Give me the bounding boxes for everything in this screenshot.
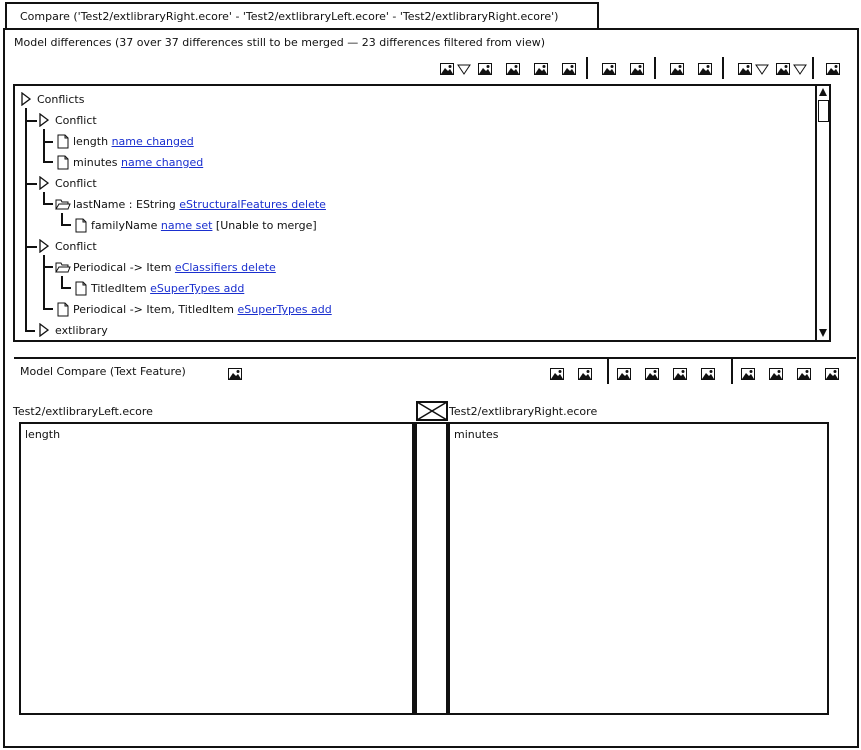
tree-node-label: extlibrary — [55, 324, 108, 337]
expand-arrow-icon[interactable] — [21, 92, 31, 106]
reject-change-icon[interactable] — [506, 63, 520, 75]
change-link[interactable]: name changed — [121, 156, 204, 169]
copy-left-to-right-icon[interactable] — [550, 368, 564, 380]
collapse-all-icon[interactable] — [698, 63, 712, 75]
accept-change-icon[interactable] — [478, 63, 492, 75]
text-compare-menu-icon[interactable] — [228, 368, 242, 380]
element-name: TitledItem — [91, 282, 147, 295]
tree-connector — [25, 120, 37, 122]
tree-connector — [43, 203, 53, 205]
expand-all-icon[interactable] — [670, 63, 684, 75]
ignore-whitespace-icon[interactable] — [769, 368, 783, 380]
tree-connector — [43, 141, 53, 143]
merge-gutter — [414, 422, 448, 715]
merge-dropdown-icon[interactable] — [440, 63, 454, 75]
tree-connector — [43, 129, 45, 161]
gutter-divider — [415, 424, 417, 713]
reject-all-icon[interactable] — [562, 63, 576, 75]
change-link[interactable]: name changed — [111, 135, 194, 148]
right-file-label: Test2/extlibraryRight.ecore — [449, 405, 598, 418]
right-text-content[interactable]: minutes — [454, 428, 499, 441]
scroll-up-icon[interactable] — [817, 86, 829, 98]
copy-right-to-left-icon[interactable] — [578, 368, 592, 380]
previous-difference-icon[interactable] — [630, 63, 644, 75]
toolbar-separator — [722, 57, 724, 79]
next-difference-icon[interactable] — [673, 368, 687, 380]
accept-all-icon[interactable] — [534, 63, 548, 75]
panel-splitter[interactable] — [14, 357, 856, 359]
merge-note: [Unable to merge] — [215, 219, 317, 232]
tree-node-label: Conflict — [55, 114, 97, 127]
toggle-view-icon[interactable] — [825, 368, 839, 380]
element-name: minutes — [73, 156, 118, 169]
merge-icon[interactable] — [741, 368, 755, 380]
change-link[interactable]: eStructuralFeatures delete — [179, 198, 326, 211]
tree-connector — [43, 266, 53, 268]
toolbar-separator — [586, 57, 588, 79]
change-link[interactable]: eClassifiers delete — [174, 261, 276, 274]
editor-tab[interactable] — [5, 2, 599, 29]
tree-connector — [43, 161, 53, 163]
element-name: lastName : EString — [73, 198, 176, 211]
expand-arrow-icon[interactable] — [39, 176, 49, 190]
file-icon — [57, 134, 69, 149]
change-link[interactable]: name set — [160, 219, 213, 232]
tree-connector — [25, 108, 27, 332]
tree-node-label: Conflicts — [37, 93, 85, 106]
dropdown-arrow-icon[interactable] — [457, 64, 471, 76]
tree-connector — [25, 330, 35, 332]
tree-connector — [43, 255, 45, 309]
file-icon — [57, 302, 69, 317]
scroll-down-icon[interactable] — [817, 327, 829, 339]
file-icon — [75, 218, 87, 233]
left-text-pane[interactable] — [19, 422, 414, 715]
right-text-pane[interactable] — [448, 422, 829, 715]
toolbar-separator — [607, 359, 609, 384]
tree-node-label: Conflict — [55, 240, 97, 253]
folder-open-icon — [55, 260, 71, 274]
vertical-scrollbar[interactable] — [815, 86, 829, 340]
previous-change-icon[interactable] — [645, 368, 659, 380]
save-icon[interactable] — [826, 63, 840, 75]
center-image-placeholder — [416, 401, 448, 421]
tree-connector — [61, 287, 71, 289]
dropdown-arrow-icon[interactable] — [755, 64, 769, 76]
tree-connector — [61, 224, 71, 226]
element-name: Periodical -> Item — [73, 261, 172, 274]
filter-icon[interactable] — [776, 63, 790, 75]
tree-connector — [25, 246, 37, 248]
toolbar-separator — [731, 359, 733, 384]
file-icon — [57, 155, 69, 170]
toolbar-separator — [812, 57, 814, 79]
file-icon — [75, 281, 87, 296]
previous-difference-icon[interactable] — [701, 368, 715, 380]
editor-tab-title: Compare ('Test2/extlibraryRight.ecore' - 'Test2/extlibraryLeft.ecore' - 'Test2/extlibraryRight.ecore') — [20, 10, 559, 23]
scroll-thumb[interactable] — [818, 100, 829, 122]
next-change-icon[interactable] — [617, 368, 631, 380]
left-text-content[interactable]: length — [25, 428, 61, 441]
change-link[interactable]: eSuperTypes add — [150, 282, 245, 295]
group-by-icon[interactable] — [738, 63, 752, 75]
model-differences-title: Model differences (37 over 37 differences still to be merged — 23 differences filtered from view) — [14, 36, 546, 49]
change-link[interactable]: eSuperTypes add — [237, 303, 332, 316]
next-difference-icon[interactable] — [602, 63, 616, 75]
tree-connector — [25, 183, 37, 185]
text-compare-title: Model Compare (Text Feature) — [20, 365, 186, 378]
tree-connector — [43, 308, 53, 310]
element-name: familyName — [91, 219, 158, 232]
left-file-label: Test2/extlibraryLeft.ecore — [13, 405, 153, 418]
expand-arrow-icon[interactable] — [39, 113, 49, 127]
folder-open-icon — [55, 197, 71, 211]
toolbar-separator — [654, 57, 656, 79]
element-name: Periodical -> Item, TitledItem — [73, 303, 235, 316]
expand-arrow-icon[interactable] — [39, 239, 49, 253]
show-ancestor-icon[interactable] — [797, 368, 811, 380]
dropdown-arrow-icon[interactable] — [793, 64, 807, 76]
element-name: length — [73, 135, 109, 148]
differences-tree — [13, 84, 831, 342]
expand-arrow-icon[interactable] — [39, 323, 49, 337]
tree-node-label: Conflict — [55, 177, 97, 190]
